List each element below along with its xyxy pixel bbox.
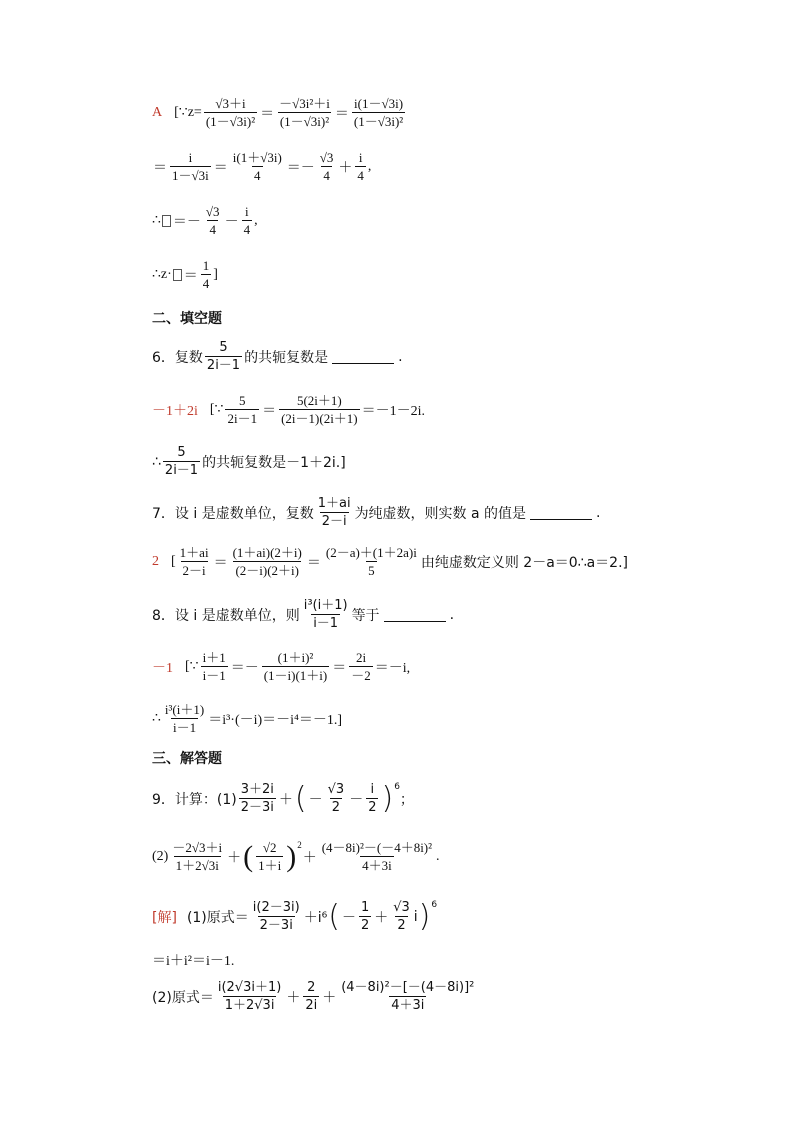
- text: [∵: [209, 402, 224, 417]
- text: ＝－i,: [374, 660, 411, 676]
- fraction: $\frac{√3}{2}$: [327, 782, 345, 815]
- text: .: [436, 848, 440, 864]
- q6-answer: －1＋2i: [152, 403, 198, 419]
- text: ＝－: [286, 160, 315, 176]
- paren: (: [243, 839, 254, 873]
- conjugate-box-icon: [162, 215, 171, 227]
- text: －: [308, 791, 323, 808]
- text: －: [349, 791, 364, 808]
- text: ∴: [152, 453, 161, 470]
- fraction: $\frac{√3}{4}$: [205, 204, 220, 237]
- paren: ): [418, 898, 431, 934]
- fraction: $\frac{2}{2i}$: [305, 980, 318, 1013]
- exponent: 6: [431, 900, 438, 910]
- fraction: $\frac{\text{i³(i＋1)}}{i-1}$: [303, 598, 348, 631]
- fraction: $\frac{-2√3+i}{1+2√3i}$: [172, 840, 223, 873]
- text: 等于: [351, 607, 380, 624]
- exponent: 6: [394, 782, 400, 792]
- text: ＝: [213, 555, 228, 571]
- text: －: [341, 909, 356, 926]
- text: ＝: [306, 555, 321, 571]
- fraction: $\frac{√3+i}{\text{(1－√3i)²}}$: [205, 96, 256, 129]
- text: 7．设 i 是虚数单位，复数: [152, 505, 314, 522]
- fraction: $\frac{5(2i+1)}{(2i-1)(2i+1)}$: [281, 393, 358, 426]
- text: 由纯虚数定义则 2－a＝0∴a＝2.]: [420, 554, 628, 571]
- text: 9．计算：(1): [152, 791, 237, 808]
- text: ＋: [227, 850, 242, 866]
- q9-part-2: [152, 840, 440, 873]
- fraction: $\frac{5}{2i-1}$: [227, 393, 258, 426]
- text: ；: [399, 791, 414, 808]
- fraction: $\frac{i(2-3i)}{2-3i}$: [252, 900, 300, 933]
- text: ∴: [152, 711, 161, 726]
- q5-line-4: [152, 258, 218, 291]
- text: ＝: [262, 403, 277, 419]
- fraction: $\frac{\text{(1＋i)²}}{(1-i)(1+i)}$: [263, 650, 328, 683]
- fraction: $\frac{√3}{4}$: [319, 150, 334, 183]
- answer-blank: [530, 505, 592, 520]
- text: ＝－: [230, 660, 259, 676]
- text: ＝: [260, 106, 275, 122]
- fraction: $\frac{1+ai}{2-i}$: [179, 545, 209, 578]
- text: ＝: [334, 106, 349, 122]
- q8-answer-line-2: [152, 702, 342, 735]
- text: 的共轭复数是: [244, 349, 329, 366]
- fraction: $\frac{5}{2i-1}$: [206, 340, 241, 373]
- text: ＝－: [172, 214, 201, 230]
- fraction: $\frac{\text{(4－8i)²－[－(4－8i)]²}}{4+3i}$: [341, 980, 475, 1013]
- q5-line-3: [152, 204, 258, 237]
- answer-blank: [384, 607, 446, 622]
- fraction: $\frac{√3}{2}$: [393, 900, 410, 933]
- text: ]: [213, 266, 218, 282]
- text: [∵: [185, 659, 199, 674]
- solution-tag: [解]: [152, 909, 177, 926]
- text: [: [171, 553, 176, 569]
- text: ,: [367, 158, 372, 174]
- q5-answer: A: [152, 104, 163, 120]
- fraction: $\frac{\text{(4－8i)²－(－4＋8i)²}}{4+3i}$: [321, 840, 433, 873]
- fraction: $\frac{\text{－√3i²＋i}}{\text{(1－√3i)²}}$: [279, 96, 330, 129]
- text: .: [449, 606, 455, 623]
- text: [∵z=: [174, 105, 202, 120]
- text: ＋: [302, 850, 317, 866]
- conjugate-box-icon: [173, 269, 182, 281]
- fraction: $\frac{5}{2i-1}$: [164, 445, 199, 478]
- q9-solution-2: [152, 980, 478, 1013]
- text: ＋: [322, 989, 337, 1006]
- q7-answer: 2: [152, 553, 159, 569]
- q6-question: [152, 340, 403, 373]
- q6-answer-line-1: [152, 393, 425, 426]
- q9-solution-1: [152, 900, 437, 933]
- section-heading: 三、解答题: [152, 751, 222, 767]
- fraction: $\frac{1}{2}$: [360, 900, 370, 933]
- fraction: $\frac{√2}{1+i}$: [258, 840, 282, 873]
- fraction: $\frac{\text{i³(i＋1)}}{i-1}$: [164, 702, 205, 735]
- fraction: $\frac{i}{4}$: [243, 204, 251, 237]
- text: ＋i⁶: [303, 909, 328, 926]
- text: 8．设 i 是虚数单位，则: [152, 607, 300, 624]
- text: ∴: [152, 213, 161, 228]
- q6-answer-line-2: [152, 445, 346, 478]
- text: i: [413, 908, 418, 925]
- fraction: $\frac{i(1-√3i)}{\text{(1－√3i)²}}$: [353, 96, 404, 129]
- fraction: $\frac{i(1+√3i)}{4}$: [232, 150, 282, 183]
- text: ,: [254, 212, 258, 228]
- fraction: $\frac{1+ai}{2-i}$: [317, 496, 351, 529]
- fraction: $\frac{i}{1-√3i}$: [172, 150, 209, 183]
- text: －: [224, 214, 239, 230]
- q9-solution-1b: ＝i＋i²＝i－1.: [152, 954, 235, 969]
- text: ＋: [286, 989, 301, 1006]
- q7-answer-line: [152, 545, 628, 578]
- exponent: 2: [297, 840, 302, 850]
- q8-answer: －1: [152, 660, 173, 676]
- fraction: $\frac{2i}{-2}$: [351, 650, 371, 683]
- text: .: [398, 348, 403, 365]
- fraction: $\frac{(1+ai)(2+i)}{(2-i)(2+i)}$: [232, 545, 302, 578]
- text: .: [596, 504, 601, 521]
- text: ＋: [278, 791, 293, 808]
- fraction: $\frac{i(2√3i+1)}{1+2√3i}$: [217, 980, 282, 1013]
- text: ＋: [374, 909, 389, 926]
- text: ∴z·: [152, 267, 172, 282]
- text: ＝i³·(－i)＝－i⁴＝－1.]: [208, 712, 343, 728]
- text: (1)原式＝: [186, 909, 249, 926]
- q9-part-1: [152, 782, 414, 815]
- q7-question: [152, 496, 601, 529]
- q8-answer-line-1: [152, 650, 410, 683]
- fraction: $\frac{i}{2}$: [368, 782, 377, 815]
- text: ＝: [213, 160, 228, 176]
- text: ＝: [183, 268, 198, 284]
- paren: (: [328, 898, 340, 934]
- fraction: $\frac{i+1}{i-1}$: [202, 650, 226, 683]
- q8-question: [152, 598, 454, 631]
- fraction: $\frac{(2-a)+(1+2a)i}{5}$: [325, 545, 417, 578]
- paren: ): [286, 839, 297, 873]
- text: 的共轭复数是－1＋2i.]: [202, 454, 346, 471]
- text: ＋: [338, 160, 353, 176]
- q5-line-1: [152, 96, 407, 129]
- q5-line-2: [152, 150, 371, 183]
- text: ＝: [332, 660, 347, 676]
- paren: ): [381, 780, 394, 816]
- fraction: $\frac{3+2i}{2-3i}$: [240, 782, 274, 815]
- paren: (: [294, 780, 307, 816]
- answer-blank: [332, 349, 394, 364]
- text: ＝: [153, 160, 167, 176]
- text: (2): [152, 848, 169, 864]
- text: 6．复数: [152, 349, 203, 366]
- text: ＝－1－2i.: [361, 403, 426, 419]
- text: (2)原式＝: [152, 989, 214, 1006]
- fraction: $\frac{i}{4}$: [357, 150, 364, 183]
- fraction: $\frac{1}{4}$: [202, 258, 210, 291]
- text: 为纯虚数，则实数 a 的值是: [354, 505, 527, 522]
- section-heading: 二、填空题: [152, 311, 222, 327]
